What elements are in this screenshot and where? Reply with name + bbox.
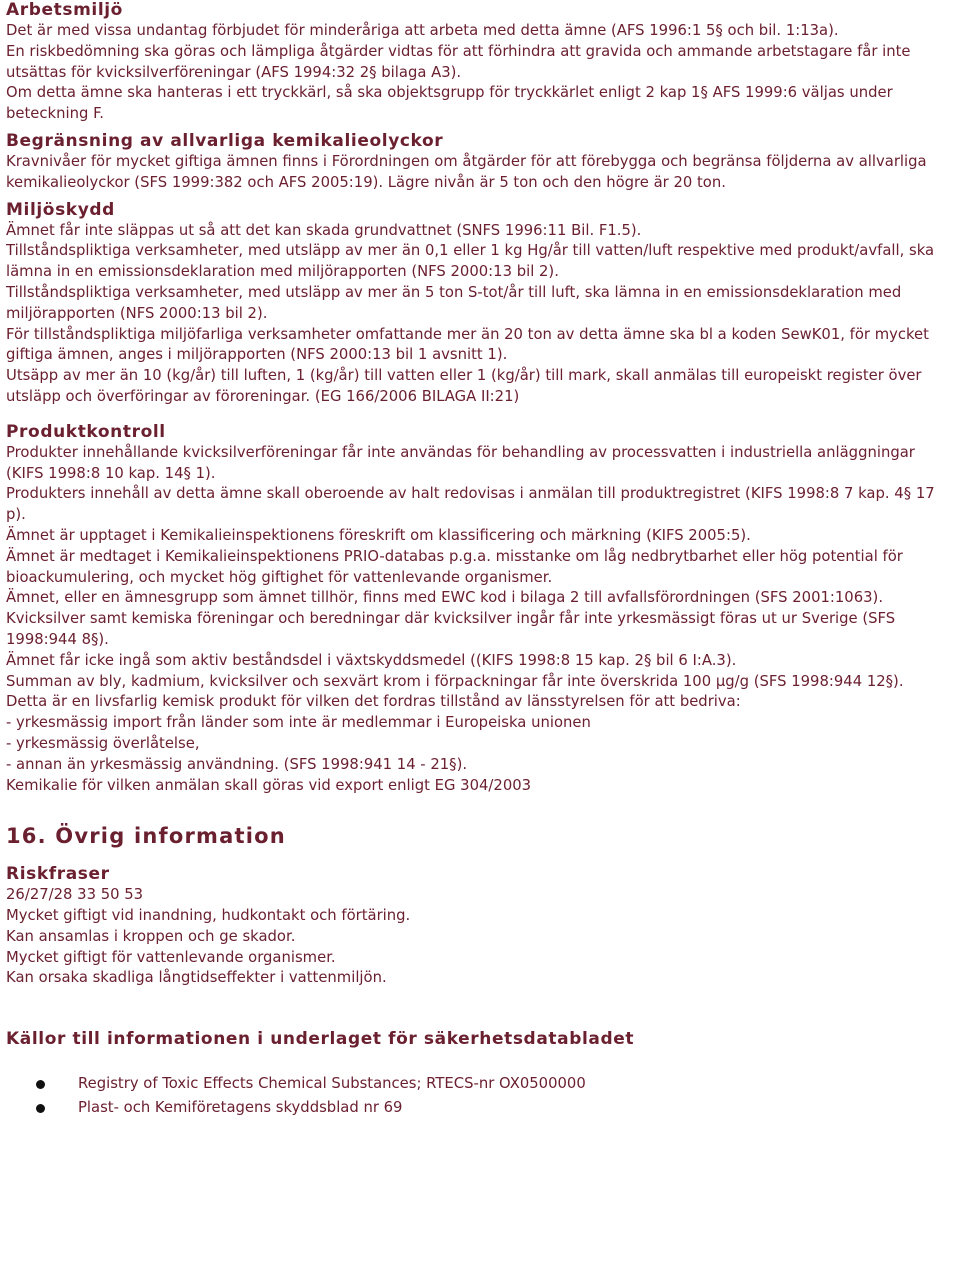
paragraph: Ämnet är medtaget i Kemikalieinspektionens PRIO-databas p.g.a. misstanke om låg nedbrytbarhet eller hög potential för bioackumulering, och mycket hög giftighet för vattenlevande organismer. [6, 547, 903, 586]
paragraph: Utsäpp av mer än 10 (kg/år) till luften, 1 (kg/år) till vatten eller 1 (kg/år) till mark, skall anmälas till europeiskt register över utsläpp och överföringar av föroreningar. (EG 166/2006 BILAGA II:21) [6, 367, 922, 405]
paragraph: Produkters innehåll av detta ämne skall oberoende av halt redovisas i anmälan till produktregistret (KIFS 1998:8 7 kap. 4§ 17 p). [6, 485, 935, 524]
heading-produktkontroll: Produktkontroll [6, 421, 166, 442]
source-list [6, 1072, 954, 1120]
paragraph: Ämnet får icke ingå som aktiv beståndsdel i växtskyddsmedel ((KIFS 1998:8 15 kap. 2§ bil 6 I:A.3). [6, 651, 737, 669]
paragraph: Kravnivåer för mycket giftiga ämnen finns i Förordningen om åtgärder för att förebygga och begränsa följderna av allvarliga kemikalieolyckor (SFS 1999:382 och AFS 2005:19). Lägre nivån är 5 ton och den högre är 20 ton. [6, 152, 927, 191]
section-begransning [6, 131, 954, 194]
list-item [6, 1072, 954, 1096]
source-item-text: Plast- och Kemiföretagens skyddsblad nr 69 [78, 1099, 403, 1117]
risk-phrase: Kan ansamlas i kroppen och ge skador. [6, 927, 296, 945]
heading-ovrig-information: 16. Övrig information [6, 824, 286, 849]
heading-miljoskydd: Miljöskydd [6, 199, 115, 220]
paragraph: Ämnet, eller en ämnesgrupp som ämnet tillhör, finns med EWC kod i bilaga 2 till avfallsförordningen (SFS 2001:1063). [6, 589, 884, 607]
section-miljoskydd [6, 200, 954, 408]
paragraph: Ämnet får inte släppas ut så att det kan skada grundvattnet (SNFS 1996:11 Bil. F1.5). [6, 221, 642, 239]
bullet-icon [36, 1104, 45, 1113]
heading-kallor: Källor till informationen i underlaget för säkerhetsdatabladet [6, 1029, 635, 1050]
list-line: - yrkesmässig import från länder som inte är medlemmar i Europeiska unionen [6, 714, 591, 732]
paragraph: Om detta ämne ska hanteras i ett tryckkärl, så ska objektsgrupp för tryckkärlet enligt 2 kap 1§ AFS 1999:6 väljas under beteckning F. [6, 84, 893, 123]
paragraph: Det är med vissa undantag förbjudet för minderåriga att arbeta med detta ämne (AFS 1996:1 5§ och bil. 1:13a). [6, 22, 839, 39]
paragraph: För tillståndspliktiga miljöfarliga verksamheter omfattande mer än 20 ton av detta ämne ska bl a koden SewK01, för mycket giftiga ämnen, anges i miljörapporten (NFS 2000:13 bil 1 avsnitt 1). [6, 325, 929, 364]
paragraph: En riskbedömning ska göras och lämpliga åtgärder vidtas för att förhindra att gravida och ammande arbetstagare får inte utsättas för kvicksilverföreningar (AFS 1994:32 2§ bilaga A3). [6, 42, 911, 81]
section-riskfraser [6, 864, 954, 989]
paragraph: Detta är en livsfarlig kemisk produkt för vilken det fordras tillstånd av länsstyrelsen för att bedriva: [6, 693, 741, 711]
list-line: - yrkesmässig överlåtelse, [6, 734, 200, 752]
section-kallor [6, 1029, 954, 1120]
heading-arbetsmiljo: Arbetsmiljö [6, 0, 123, 20]
paragraph: Ämnet är upptaget i Kemikalieinspektionens föreskrift om klassificering och märkning (KIFS 2005:5). [6, 526, 751, 544]
document-page [6, 0, 954, 1120]
bullet-icon [36, 1080, 45, 1089]
paragraph: Produkter innehållande kvicksilverföreningar får inte användas för behandling av processvatten i industriella anläggningar (KIFS 1998:8 10 kap. 14§ 1). [6, 443, 915, 482]
risk-phrase: Mycket giftigt vid inandning, hudkontakt och förtäring. [6, 907, 411, 925]
list-item [6, 1096, 954, 1120]
paragraph: Tillståndspliktiga verksamheter, med utsläpp av mer än 5 ton S-tot/år till luft, ska lämna in en emissionsdeklaration med miljörapporten (NFS 2000:13 bil 2). [6, 283, 902, 322]
list-line: - annan än yrkesmässig användning. (SFS 1998:941 14 - 21§). [6, 755, 468, 773]
source-item-text: Registry of Toxic Effects Chemical Substances; RTECS-nr OX0500000 [78, 1075, 586, 1093]
paragraph: Summan av bly, kadmium, kvicksilver och sexvärt krom i förpackningar får inte överskrida 100 µg/g (SFS 1998:944 12§). [6, 672, 904, 690]
risk-phrase: Mycket giftigt för vattenlevande organismer. [6, 948, 336, 966]
paragraph: Tillståndspliktiga verksamheter, med utsläpp av mer än 0,1 eller 1 kg Hg/år till vatten/luft respektive med produkt/avfall, ska lämna in en emissionsdeklaration med miljörapporten (NFS 2000:13 bil 2). [6, 242, 935, 281]
section-ovrig-information [6, 822, 954, 850]
heading-begransning: Begränsning av allvarliga kemikalieolyckor [6, 130, 444, 151]
paragraph: Kvicksilver samt kemiska föreningar och beredningar där kvicksilver ingår får inte yrkesmässigt föras ut ur Sverige (SFS 1998:944 8§). [6, 610, 896, 648]
risk-codes: 26/27/28 33 50 53 [6, 886, 144, 904]
section-produktkontroll [6, 422, 954, 797]
section-arbetsmiljo [6, 0, 954, 125]
paragraph: Kemikalie för vilken anmälan skall göras vid export enligt EG 304/2003 [6, 776, 532, 794]
heading-riskfraser: Riskfraser [6, 864, 110, 885]
risk-phrase: Kan orsaka skadliga långtidseffekter i vattenmiljön. [6, 969, 387, 987]
